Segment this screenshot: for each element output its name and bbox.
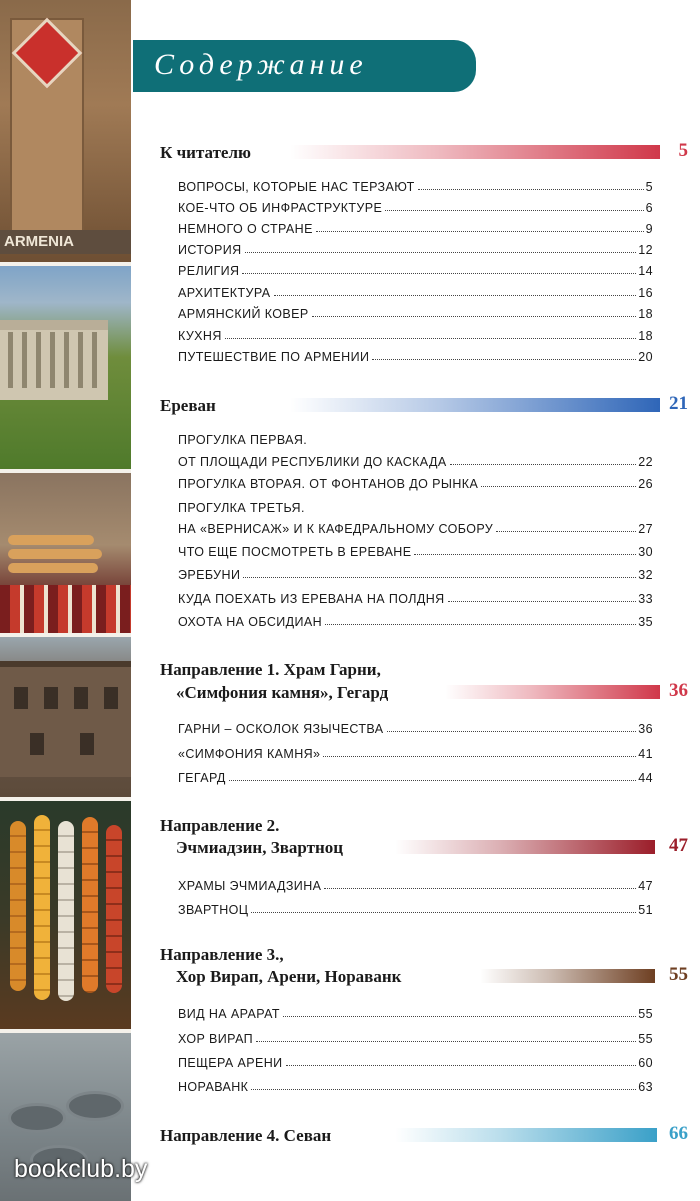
section-bar — [290, 145, 660, 159]
entry-title: ГЕГАРД — [178, 771, 226, 785]
toc-entry[interactable] — [178, 588, 653, 606]
fountain-bowl — [66, 1091, 124, 1121]
entry-title: ХРАМЫ ЭЧМИАДЗИНА — [178, 879, 322, 893]
entry-title: НА «ВЕРНИСАЖ» И К КАФЕДРАЛЬНОМУ СОБОРУ — [178, 522, 494, 536]
toc-entry[interactable] — [178, 518, 653, 536]
entry-page: 41 — [638, 747, 653, 761]
toc-entry[interactable] — [178, 346, 653, 364]
armenia-plate-text: ARMENIA — [4, 233, 74, 250]
entry-title: «СИМФОНИЯ КАМНЯ» — [178, 747, 321, 761]
entry-title: ЧТО ЕЩЕ ПОСМОТРЕТЬ В ЕРЕВАНЕ — [178, 545, 412, 559]
sujukh-photo — [0, 801, 131, 1029]
sujukh-string — [34, 815, 50, 1000]
entry-page: 33 — [638, 592, 653, 606]
entry-page: 20 — [638, 350, 653, 364]
dot-leader — [325, 624, 636, 625]
dot-leader — [385, 210, 643, 211]
dot-leader — [256, 1041, 636, 1042]
dot-leader — [225, 338, 637, 339]
house-window — [30, 733, 44, 755]
lavash-bread — [8, 549, 102, 559]
dot-leader — [283, 1016, 636, 1017]
temple-column — [78, 332, 83, 388]
lavash-photo — [0, 473, 131, 633]
dot-leader — [229, 780, 637, 781]
house-window — [80, 733, 94, 755]
dot-leader — [481, 486, 636, 487]
toc-entry[interactable] — [178, 303, 653, 321]
entry-page: 32 — [638, 568, 653, 582]
entry-title: ГАРНИ – ОСКОЛОК ЯЗЫЧЕСТВА — [178, 722, 384, 736]
entry-title: РЕЛИГИЯ — [178, 264, 240, 278]
house-window — [74, 687, 88, 709]
temple-column — [22, 332, 27, 388]
dot-leader — [372, 359, 636, 360]
house-window — [104, 687, 118, 709]
house-facade — [0, 661, 131, 777]
entry-page: 44 — [638, 771, 653, 785]
entry-title: ЗВАРТНОЦ — [178, 903, 249, 917]
section-title[interactable]: К читателю — [160, 143, 252, 162]
section-title[interactable]: Ереван — [160, 396, 216, 415]
entry-page: 16 — [638, 286, 653, 300]
dot-leader — [448, 601, 637, 602]
entry-page: 26 — [638, 477, 653, 491]
entry-title: АРМЯНСКИЙ КОВЕР — [178, 307, 309, 321]
entry-page: 6 — [645, 201, 653, 215]
section-page: 66 — [669, 1123, 688, 1144]
section-title[interactable]: Направление 2. — [160, 816, 280, 835]
entry-title: ПРОГУЛКА ТРЕТЬЯ. — [178, 501, 305, 515]
page-title: Содержание — [154, 48, 368, 81]
armenia-plate — [0, 230, 131, 254]
temple-column — [50, 332, 55, 388]
sujukh-string — [82, 817, 98, 993]
section-page: 5 — [678, 140, 688, 161]
photo-strip — [0, 0, 131, 1201]
section-bar — [395, 1128, 657, 1142]
entry-title: АРХИТЕКТУРА — [178, 286, 271, 300]
toc-entry[interactable] — [178, 743, 653, 761]
toc-entry[interactable] — [178, 218, 653, 236]
entry-page: 27 — [638, 522, 653, 536]
entry-page: 5 — [645, 180, 653, 194]
dot-leader — [274, 295, 637, 296]
toc-entry[interactable] — [178, 541, 653, 559]
temple-column — [64, 332, 69, 388]
section-title-line2[interactable]: Хор Вирап, Арени, Нораванк — [176, 967, 402, 986]
entry-title: ХОР ВИРАП — [178, 1032, 254, 1046]
toc-entry[interactable] — [178, 176, 653, 194]
section-bar — [480, 969, 655, 983]
entry-page: 60 — [638, 1056, 653, 1070]
toc-entry[interactable] — [178, 1052, 653, 1070]
garni-temple-photo — [0, 266, 131, 469]
entry-page: 47 — [638, 879, 653, 893]
section-title[interactable]: Направление 4. Севан — [160, 1126, 332, 1145]
entry-page: 22 — [638, 455, 653, 469]
section-bar — [445, 685, 660, 699]
watermark: bookclub.by — [14, 1155, 148, 1183]
section-bar — [395, 840, 655, 854]
entry-page: 14 — [638, 264, 653, 278]
entry-page: 9 — [645, 222, 653, 236]
entry-page: 35 — [638, 615, 653, 629]
lavash-bread — [8, 535, 94, 545]
fountain-bowl — [8, 1103, 66, 1133]
entry-page: 18 — [638, 307, 653, 321]
lavash-bread — [8, 563, 98, 573]
dot-leader — [496, 531, 636, 532]
dot-leader — [243, 577, 636, 578]
section-page: 21 — [669, 393, 688, 414]
entry-title: ПУТЕШЕСТВИЕ ПО АРМЕНИИ — [178, 350, 370, 364]
entry-page: 63 — [638, 1080, 653, 1094]
entry-title: ОТ ПЛОЩАДИ РЕСПУБЛИКИ ДО КАСКАДА — [178, 455, 447, 469]
toc-entry[interactable] — [178, 473, 653, 491]
toc-entry[interactable] — [178, 1003, 653, 1021]
sujukh-string — [58, 821, 74, 1001]
toc-entry[interactable] — [178, 1076, 653, 1094]
entry-title: КУХНЯ — [178, 329, 222, 343]
toc-entry[interactable] — [178, 197, 653, 215]
section-title-line2[interactable]: «Симфония камня», Гегард — [176, 683, 389, 702]
entry-title: НОРАВАНК — [178, 1080, 249, 1094]
entry-title: ПРОГУЛКА ВТОРАЯ. ОТ ФОНТАНОВ ДО РЫНКА — [178, 477, 479, 491]
toc-entry[interactable] — [178, 1028, 653, 1046]
section-title[interactable]: Направление 3., — [160, 945, 284, 964]
toc-entry[interactable] — [178, 899, 653, 917]
sujukh-string — [10, 821, 26, 991]
toc-entry[interactable] — [178, 611, 653, 629]
entry-title: КОЕ-ЧТО ОБ ИНФРАСТРУКТУРЕ — [178, 201, 383, 215]
entry-page: 30 — [638, 545, 653, 559]
section-title[interactable]: Направление 1. Храм Гарни, — [160, 660, 381, 679]
toc-entry[interactable] — [178, 239, 653, 257]
entry-page: 12 — [638, 243, 653, 257]
entry-page: 51 — [638, 903, 653, 917]
toc-entry[interactable] — [178, 875, 653, 893]
toc-entry[interactable] — [178, 497, 653, 515]
dot-leader — [251, 1089, 636, 1090]
entry-title: ПРОГУЛКА ПЕРВАЯ. — [178, 433, 308, 447]
khachkar-photo — [0, 0, 131, 262]
temple-column — [92, 332, 97, 388]
old-house-photo — [0, 637, 131, 797]
toc-entry[interactable] — [178, 260, 653, 278]
dot-leader — [450, 464, 637, 465]
entry-title: НЕМНОГО О СТРАНЕ — [178, 222, 313, 236]
section-page: 47 — [669, 835, 688, 856]
toc-entry[interactable] — [178, 282, 653, 300]
toc-entry[interactable] — [178, 325, 653, 343]
dot-leader — [312, 316, 637, 317]
entry-title: ЭРЕБУНИ — [178, 568, 241, 582]
entry-title: ВОПРОСЫ, КОТОРЫЕ НАС ТЕРЗАЮТ — [178, 180, 415, 194]
toc-entry[interactable] — [178, 429, 653, 447]
carpet-pattern — [0, 585, 131, 633]
dot-leader — [387, 731, 637, 732]
dot-leader — [251, 912, 636, 913]
house-window — [14, 687, 28, 709]
section-title-line2[interactable]: Эчмиадзин, Звартноц — [176, 838, 344, 857]
entry-title: ПЕЩЕРА АРЕНИ — [178, 1056, 283, 1070]
dot-leader — [324, 888, 636, 889]
entry-page: 36 — [638, 722, 653, 736]
entry-title: ИСТОРИЯ — [178, 243, 242, 257]
entry-title: ОХОТА НА ОБСИДИАН — [178, 615, 323, 629]
dot-leader — [286, 1065, 637, 1066]
house-window — [44, 687, 58, 709]
dot-leader — [414, 554, 636, 555]
entry-title: ВИД НА АРАРАТ — [178, 1007, 280, 1021]
entry-page: 55 — [638, 1032, 653, 1046]
dot-leader — [316, 231, 644, 232]
dot-leader — [245, 252, 637, 253]
temple-column — [8, 332, 13, 388]
sujukh-string — [106, 825, 122, 993]
dot-leader — [418, 189, 644, 190]
toc-entry[interactable] — [178, 451, 653, 469]
toc-entry[interactable] — [178, 718, 653, 736]
toc-entry[interactable] — [178, 767, 653, 785]
section-bar — [290, 398, 660, 412]
section-page: 55 — [669, 964, 688, 985]
entry-page: 18 — [638, 329, 653, 343]
temple-column — [36, 332, 41, 388]
toc-entry[interactable] — [178, 564, 653, 582]
entry-title: КУДА ПОЕХАТЬ ИЗ ЕРЕВАНА НА ПОЛДНЯ — [178, 592, 445, 606]
dot-leader — [242, 273, 636, 274]
section-page: 36 — [669, 680, 688, 701]
entry-page: 55 — [638, 1007, 653, 1021]
dot-leader — [323, 756, 636, 757]
